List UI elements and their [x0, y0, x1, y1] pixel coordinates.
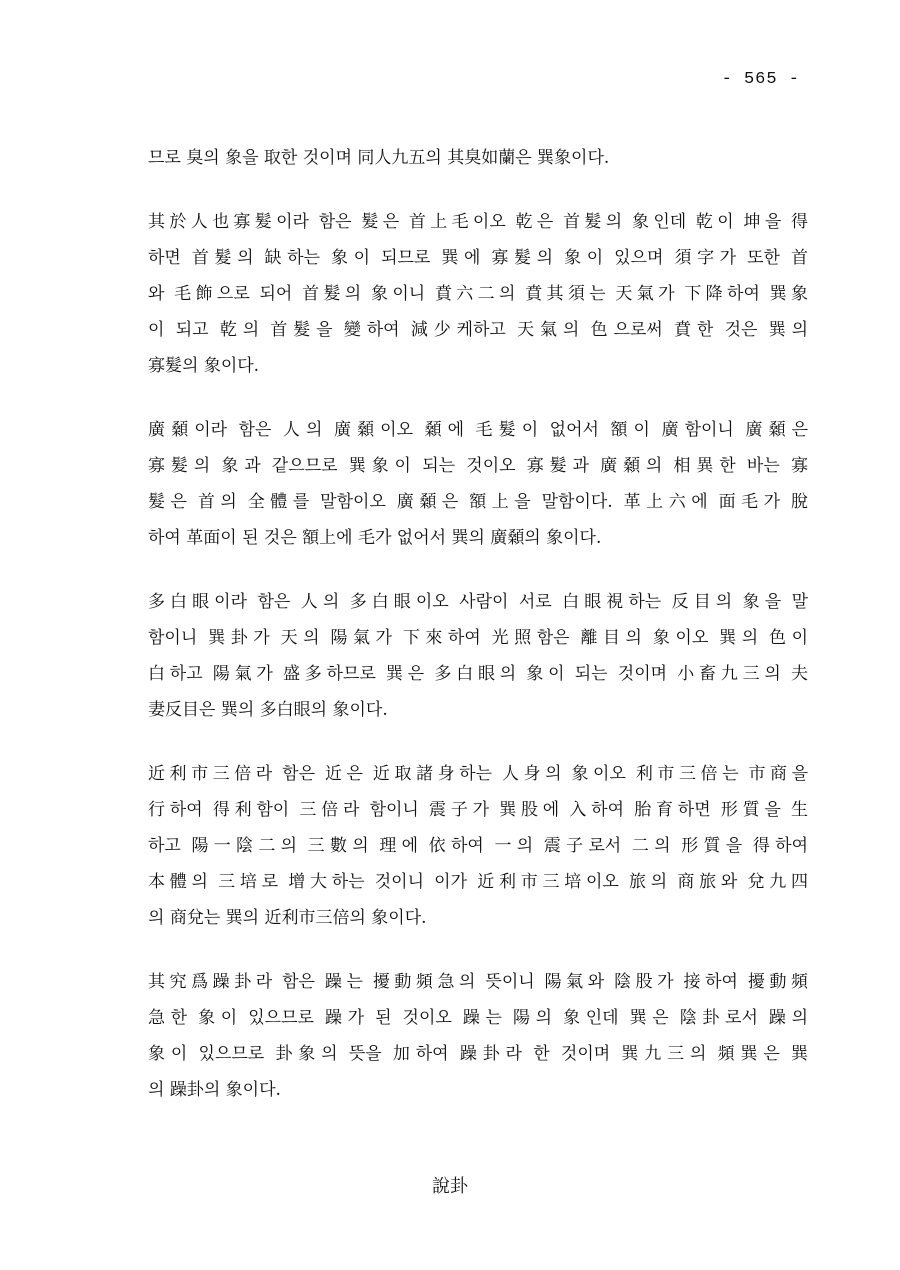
text-line: 하고 陽一陰二의 三數의 理에 依하여 一의 震子로서 二의 形質을 得하여 — [148, 836, 808, 856]
page-number: - 565 - — [721, 70, 800, 89]
text-line: 와 毛飾으로 되어 首髮의 象이니 賁六二의 賁其須는 天氣가 下降하여 巽象 — [148, 284, 808, 304]
text-line: 其究爲躁卦라 함은 躁는 擾動頻急의 뜻이니 陽氣와 陰股가 接하여 擾動頻 — [148, 972, 808, 992]
text-line: 하면 首髮의 缺하는 象이 되므로 巽에 寡髮의 象이 있으며 須字가 또한 首 — [148, 248, 808, 268]
text-line: 妻反目은 巽의 多白眼의 象이다. — [148, 700, 388, 720]
paragraph — [148, 204, 808, 384]
text-line: 近利市三倍라 함은 近은 近取諸身하는 人身의 象이오 利市三倍는 市商을 — [148, 764, 808, 784]
text-line: 象이 있으므로 卦象의 뜻을 加하여 躁卦라 한 것이며 巽九三의 頻巽은 巽 — [148, 1044, 808, 1064]
text-line: 行하여 得利함이 三倍라 함이니 震子가 巽股에 入하여 胎育하면 形質을 生 — [148, 800, 808, 820]
text-line: 急한 象이 있으므로 躁가 된 것이오 躁는 陽의 象인데 巽은 陰卦로서 躁의 — [148, 1008, 808, 1028]
text-line: 의 躁卦의 象이다. — [148, 1080, 281, 1100]
body-text — [148, 140, 808, 1136]
text-line: 本體의 三培로 增大하는 것이니 이가 近利市三培이오 旅의 商旅와 兌九四 — [148, 872, 808, 892]
text-line: 므로 臭의 象을 取한 것이며 同人九五의 其臭如蘭은 巽象이다. — [148, 148, 610, 168]
text-line: 하여 革面이 된 것은 額上에 毛가 없어서 巽의 廣顙의 象이다. — [148, 528, 602, 548]
text-line: 廣顙이라 함은 人의 廣顙이오 顙에 毛髮이 없어서 額이 廣함이니 廣顙은 — [148, 420, 808, 440]
text-line: 의 商兌는 巽의 近利市三倍의 象이다. — [148, 908, 427, 928]
text-line: 髮은 首의 全體를 말함이오 廣顙은 額上을 말함이다. 革上六에 面毛가 脫 — [148, 492, 808, 512]
text-line: 寡髮의 象이다. — [148, 356, 260, 376]
text-line: 其於人也寡髮이라 함은 髮은 首上毛이오 乾은 首髮의 象인데 乾이 坤을 得 — [148, 212, 808, 232]
text-line: 寡髮의 象과 같으므로 巽象이 되는 것이오 寡髮과 廣顙의 相異한 바는 寡 — [148, 456, 808, 476]
paragraph — [148, 964, 808, 1108]
text-line: 함이니 巽卦가 天의 陽氣가 下來하여 光照함은 離目의 象이오 巽의 色이 — [148, 628, 808, 648]
text-line: 多白眼이라 함은 人의 多白眼이오 사람이 서로 白眼視하는 反目의 象을 말 — [148, 592, 808, 612]
text-line: 白하고 陽氣가 盛多하므로 巽은 多白眼의 象이 되는 것이며 小畜九三의 夫 — [148, 664, 808, 684]
paragraph — [148, 140, 808, 176]
text-line: 이 되고 乾의 首髮을 變하여 減少케하고 天氣의 色으로써 賁한 것은 巽의 — [148, 320, 808, 340]
footer-title: 說卦 — [432, 1176, 468, 1197]
paragraph — [148, 412, 808, 556]
paragraph — [148, 756, 808, 936]
paragraph — [148, 584, 808, 728]
